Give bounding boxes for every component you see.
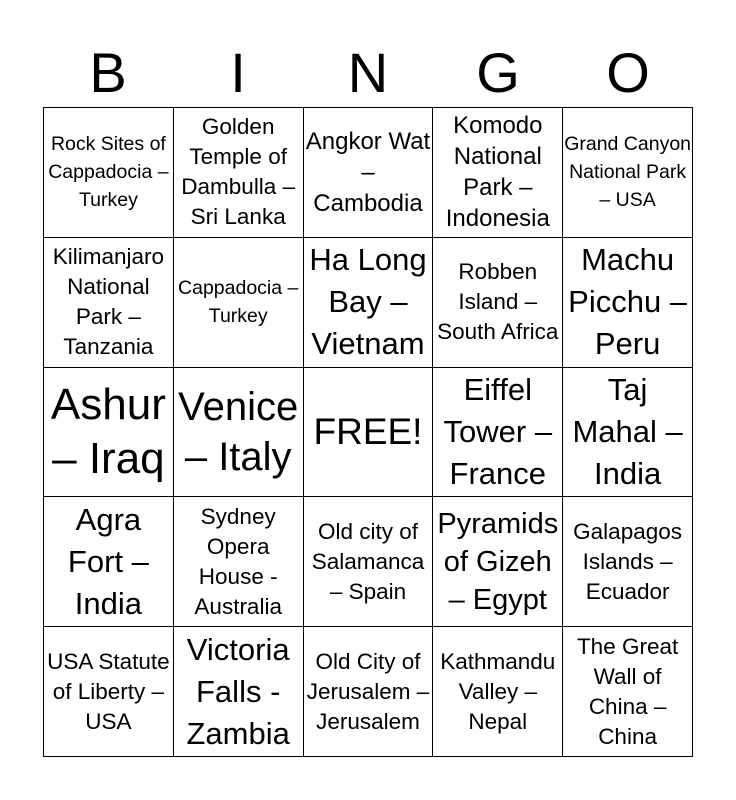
bingo-cell[interactable]	[304, 108, 434, 238]
cell-text: Victoria Falls - Zambia	[186, 631, 290, 751]
bingo-cell[interactable]	[433, 627, 563, 757]
free-space-label: FREE!	[313, 410, 423, 452]
bingo-cell[interactable]	[174, 368, 304, 498]
cell-text: Old City of Jerusalem – Jerusalem	[306, 648, 430, 734]
bingo-cell[interactable]	[44, 238, 174, 368]
cell-text: Komodo National Park – Indonesia	[445, 112, 550, 233]
cell-text: Ashur – Iraq	[50, 379, 166, 483]
cell-text: Eiffel Tower – France	[443, 371, 553, 491]
bingo-cell[interactable]	[44, 108, 174, 238]
header-letter-n: N	[347, 41, 389, 104]
free-space-cell[interactable]	[304, 368, 434, 498]
bingo-cell[interactable]	[563, 497, 693, 627]
cell-text: Grand Canyon National Park – USA	[564, 133, 692, 212]
bingo-cell[interactable]	[563, 238, 693, 368]
cell-text: Golden Temple of Dambulla – Sri Lanka	[181, 114, 296, 230]
bingo-cell[interactable]	[174, 108, 304, 238]
bingo-cell[interactable]	[563, 108, 693, 238]
cell-text: Ha Long Bay – Vietnam	[309, 242, 427, 362]
cell-text: Venice – Italy	[178, 384, 299, 479]
bingo-header	[43, 40, 693, 106]
header-letter-g: G	[476, 41, 520, 104]
cell-text: Kathmandu Valley – Nepal	[440, 648, 556, 734]
header-letter-o: O	[606, 41, 650, 104]
cell-text: Rock Sites of Cappadocia – Turkey	[48, 133, 169, 212]
bingo-cell[interactable]	[433, 238, 563, 368]
bingo-cell[interactable]	[174, 238, 304, 368]
cell-text: Kilimanjaro National Park – Tanzania	[52, 244, 165, 360]
bingo-cell[interactable]	[433, 497, 563, 627]
cell-text: Sydney Opera House - Australia	[194, 503, 282, 619]
bingo-cell[interactable]	[174, 497, 304, 627]
cell-text: USA Statute of Liberty – USA	[47, 648, 170, 734]
bingo-cell[interactable]	[304, 497, 434, 627]
bingo-cell[interactable]	[563, 368, 693, 498]
cell-text: Machu Picchu – Peru	[568, 242, 688, 362]
bingo-cell[interactable]	[44, 497, 174, 627]
bingo-cell[interactable]	[433, 108, 563, 238]
bingo-cell[interactable]	[174, 627, 304, 757]
cell-text: Cappadocia – Turkey	[178, 277, 299, 328]
cell-text: Angkor Wat – Cambodia	[305, 127, 431, 217]
bingo-cell[interactable]	[563, 627, 693, 757]
cell-text: Old city of Salamanca – Spain	[311, 518, 425, 604]
bingo-cell[interactable]	[433, 368, 563, 498]
cell-text: The Great Wall of China – China	[576, 633, 679, 749]
cell-text: Robben Island – South Africa	[437, 259, 559, 345]
bingo-cell[interactable]	[44, 627, 174, 757]
header-letter-b: B	[89, 41, 127, 104]
bingo-cell[interactable]	[304, 238, 434, 368]
cell-text: Galapagos Islands – Ecuador	[573, 518, 683, 604]
bingo-cell[interactable]	[304, 627, 434, 757]
cell-text: Agra Fort – India	[67, 501, 149, 621]
header-letter-i: I	[230, 41, 246, 104]
bingo-cell[interactable]	[44, 368, 174, 498]
bingo-card-grid	[43, 107, 693, 757]
cell-text: Taj Mahal – India	[572, 371, 683, 491]
cell-text: Pyramids of Gizeh – Egypt	[437, 507, 559, 616]
